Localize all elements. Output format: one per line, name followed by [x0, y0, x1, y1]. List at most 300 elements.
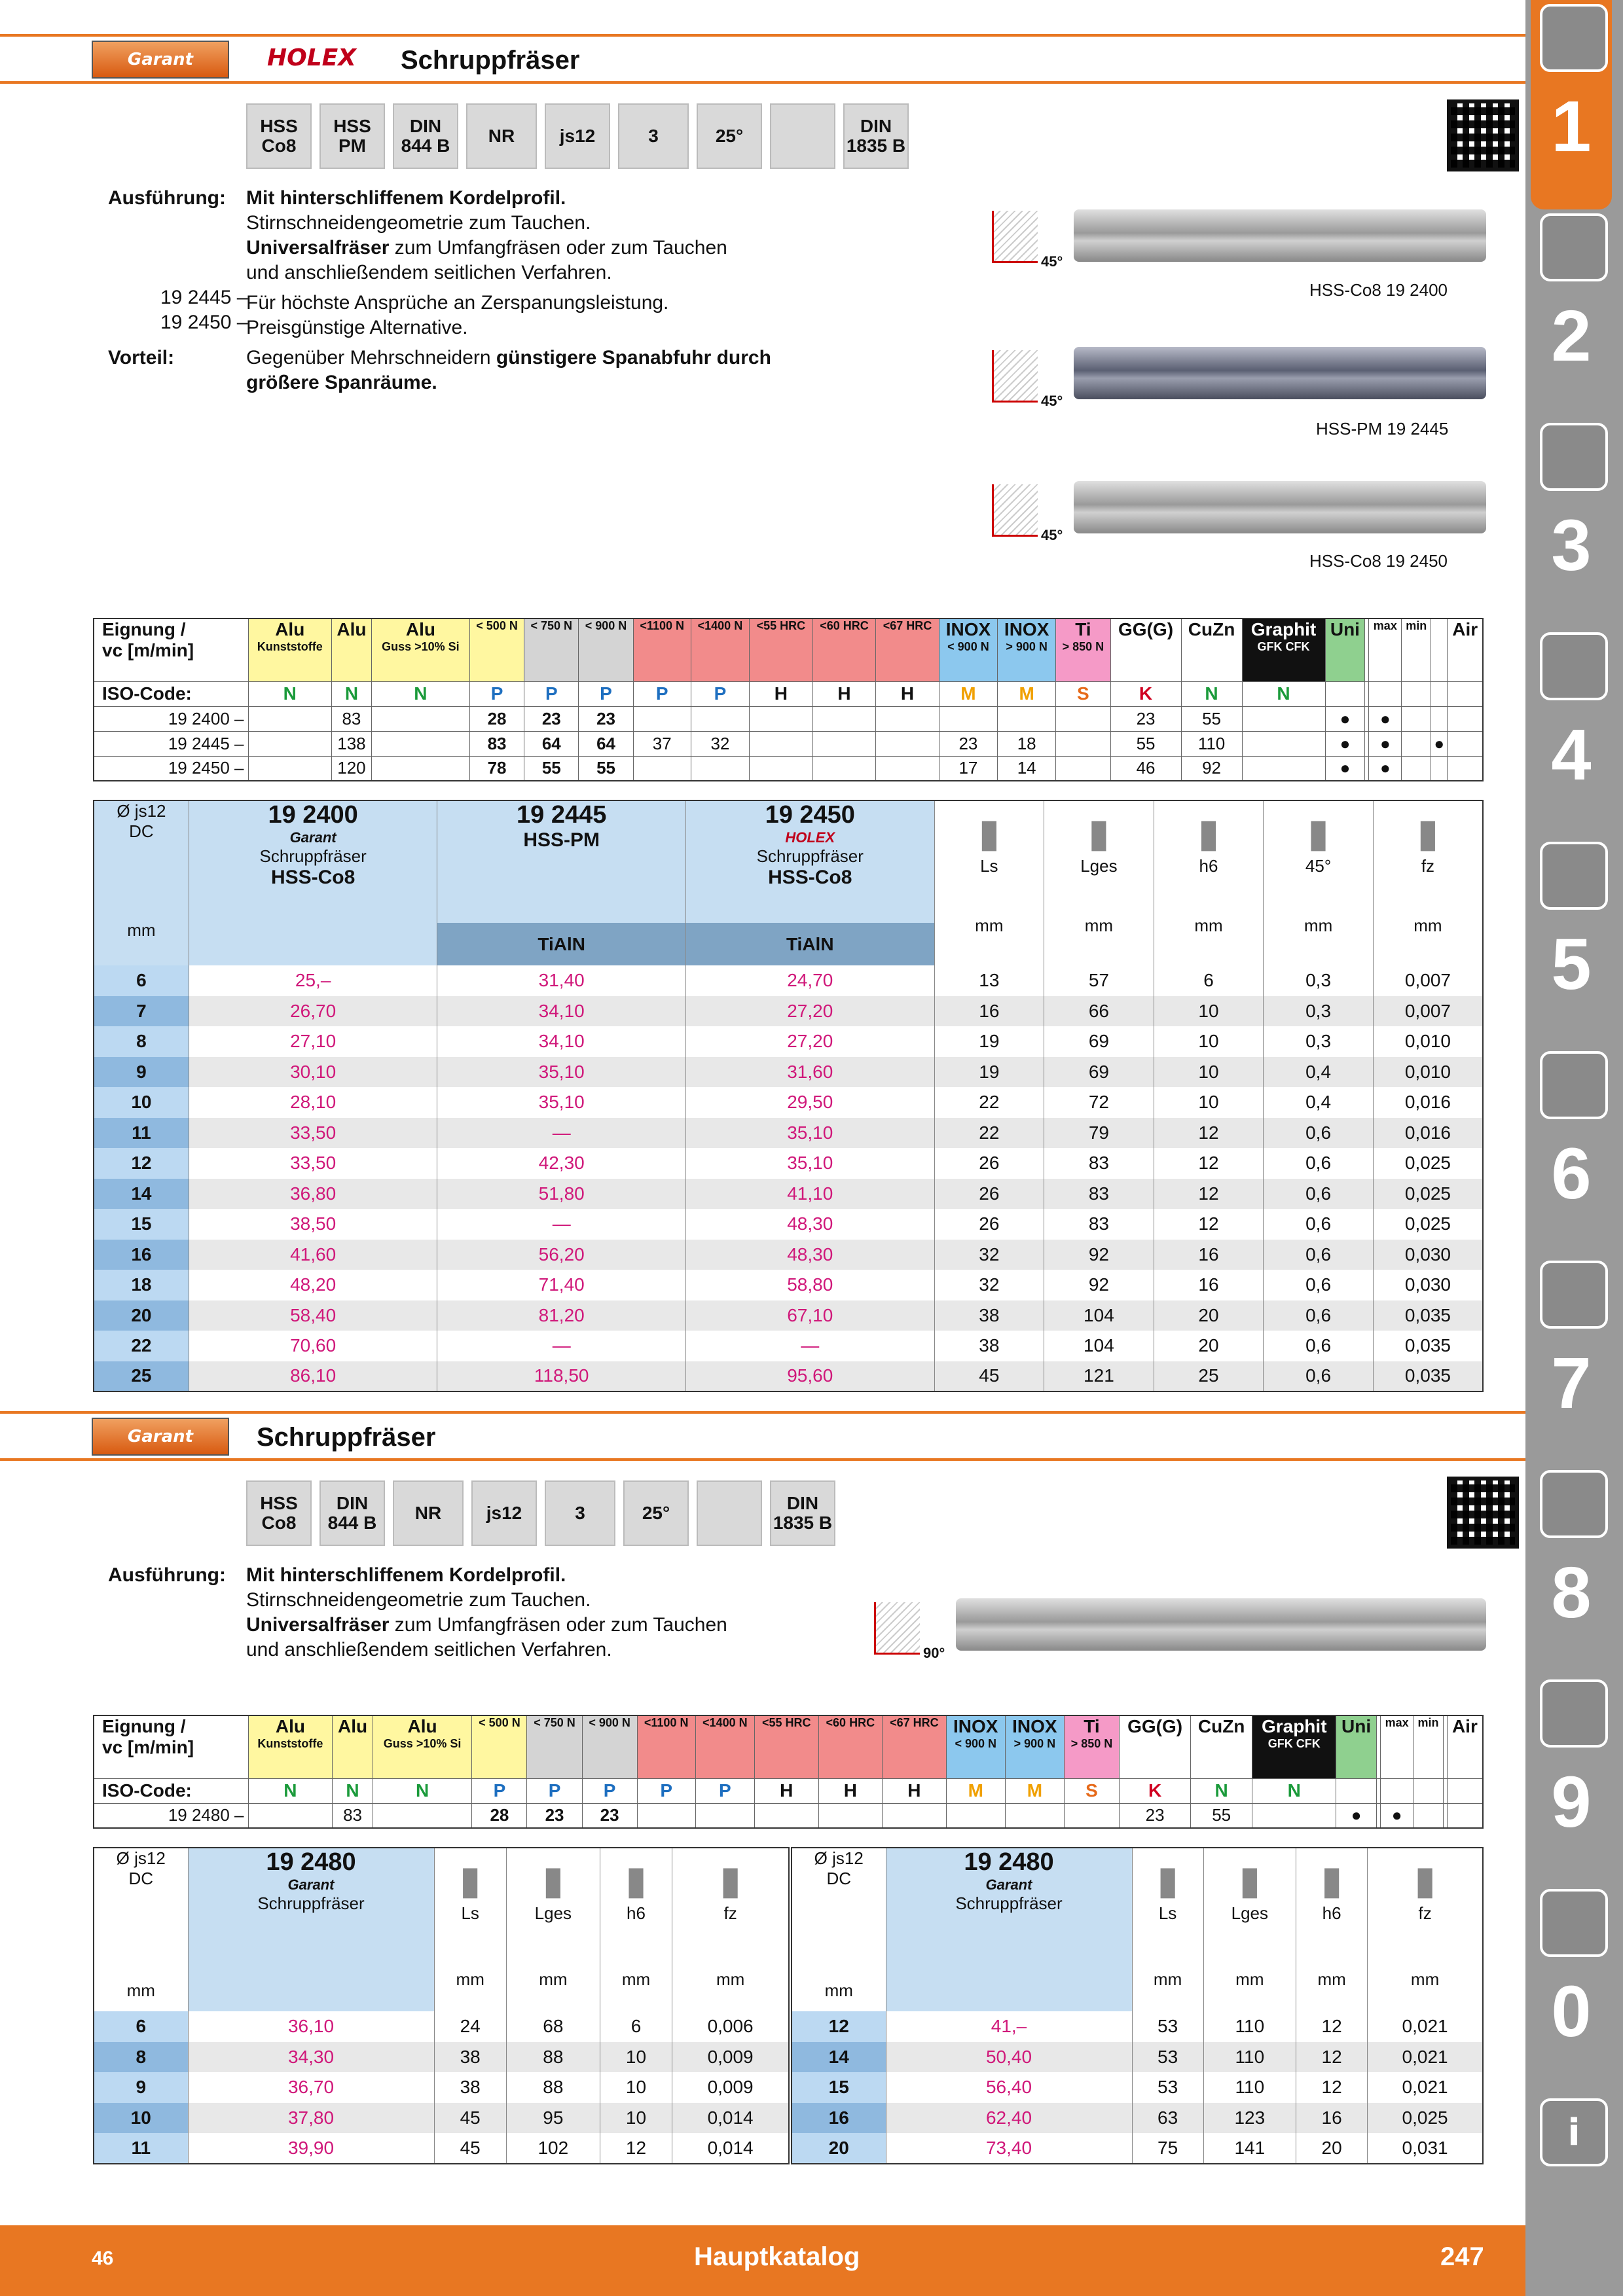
spec-cell: 0,6	[1264, 1300, 1374, 1331]
cutting-speed	[248, 706, 332, 731]
spec-cell: 95	[506, 2103, 600, 2134]
material-header: <1400 N	[691, 619, 749, 681]
iso-code	[1336, 1778, 1376, 1803]
cutting-speed	[1064, 1803, 1119, 1828]
chapter-icon	[1540, 1261, 1608, 1329]
spec-cell: 16	[1296, 2103, 1368, 2134]
iso-code: M	[946, 1778, 1005, 1803]
cutting-speed	[371, 756, 469, 781]
coating-cell	[189, 923, 437, 965]
material-header: <55 HRC	[750, 619, 813, 681]
tool-dimension-icon: ▮	[542, 1858, 564, 1902]
spec-column-header: ▮ 45° mm	[1264, 800, 1374, 965]
iso-code: N	[248, 1778, 333, 1803]
suitability-table-2	[93, 1715, 1484, 1829]
spec-cell: 0,025	[1373, 1148, 1483, 1179]
material-header: min	[1402, 619, 1431, 681]
tool-caption: HSS-PM 19 2445	[1316, 419, 1449, 439]
cutting-speed	[373, 1803, 472, 1828]
tool-image-19-2450	[1074, 481, 1486, 533]
diameter-cell: 8	[94, 2042, 188, 2073]
spec-cell: 0,010	[1373, 1057, 1483, 1088]
spec-cell: 19	[934, 1026, 1044, 1057]
price-cell: 48,30	[685, 1209, 934, 1240]
ausfuehrung-label: Ausführung:	[108, 1564, 226, 1586]
cutting-speed	[998, 706, 1056, 731]
material-header: CuZn	[1181, 619, 1242, 681]
spec-cell: 10	[1154, 1087, 1264, 1118]
material-header: Alu Kunststoffe	[248, 619, 332, 681]
iso-code	[1413, 1778, 1443, 1803]
cutting-speed: 37	[633, 731, 691, 756]
tool-dimension-icon: ▮	[1239, 1858, 1261, 1902]
spec-cell: 0,3	[1264, 965, 1374, 996]
price-cell: 36,80	[189, 1179, 437, 1210]
spec-column-header: ▮ h6 mm	[1296, 1848, 1368, 2011]
ausfuehrung-label: Ausführung:	[108, 187, 226, 209]
spec-cell: 123	[1203, 2103, 1296, 2134]
material-header: Alu Guss >10% Si	[373, 1715, 472, 1778]
iso-code: P	[582, 1778, 637, 1803]
price-cell: 50,40	[886, 2042, 1132, 2073]
material-header: Alu Guss >10% Si	[371, 619, 469, 681]
price-cell: —	[437, 1118, 686, 1149]
cutting-speed	[633, 706, 691, 731]
cutting-speed: ●	[1369, 731, 1402, 756]
symbol-box: NR	[393, 1480, 464, 1546]
spec-column-header: ▮ Lges mm	[506, 1848, 600, 2011]
spec-cell: 22	[934, 1087, 1044, 1118]
table-row	[792, 2011, 1483, 2042]
material-header: Ti > 850 N	[1064, 1715, 1119, 1778]
holex-logo: HOLEX	[267, 45, 357, 71]
cutting-speed: 78	[469, 756, 524, 781]
price-cell: 70,60	[189, 1331, 437, 1361]
cutting-speed: 55	[1191, 1803, 1252, 1828]
spec-cell: 10	[1154, 1026, 1264, 1057]
material-header: Air	[1447, 1715, 1483, 1778]
spec-cell: 88	[506, 2072, 600, 2103]
spec-cell: 12	[1296, 2072, 1368, 2103]
spec-cell: 24	[434, 2011, 506, 2042]
material-header: <67 HRC	[876, 619, 939, 681]
price-cell: 33,50	[189, 1118, 437, 1149]
diameter-cell: 16	[792, 2103, 886, 2134]
chapter-icon	[1540, 423, 1608, 491]
chapter-tab-8[interactable]	[1531, 1466, 1612, 1676]
iso-code: M	[998, 681, 1056, 706]
price-cell: 35,10	[685, 1148, 934, 1179]
chapter-tab-2[interactable]	[1531, 209, 1612, 419]
spec-cell: 0,6	[1264, 1240, 1374, 1270]
cutting-speed	[1242, 706, 1325, 731]
spec-cell: 110	[1203, 2011, 1296, 2042]
iso-code: N	[371, 681, 469, 706]
tool-dimension-icon: ▮	[1157, 1858, 1179, 1902]
table-row	[94, 996, 1483, 1027]
article-code: 19 2450 –	[94, 756, 248, 781]
spec-cell: 16	[1154, 1270, 1264, 1300]
cutting-speed	[812, 731, 876, 756]
diameter-cell: 10	[94, 2103, 188, 2134]
tool-dimension-icon: ▮	[1087, 811, 1110, 855]
material-header: < 900 N	[579, 619, 633, 681]
iso-code	[1448, 681, 1483, 706]
cutting-speed	[691, 756, 749, 781]
table-row	[94, 2103, 789, 2134]
angle-45-icon: 45°	[992, 484, 1038, 537]
spec-cell: 141	[1203, 2133, 1296, 2164]
price-cell: 95,60	[685, 1361, 934, 1392]
spec-cell: 0,007	[1373, 965, 1483, 996]
material-header: INOX < 900 N	[939, 619, 997, 681]
cutting-speed: 14	[998, 756, 1056, 781]
price-cell: 35,10	[437, 1057, 686, 1088]
article-header: 19 2480 Garant Schruppfräser	[886, 1848, 1132, 2011]
symbol-box	[697, 1480, 762, 1546]
coating-cell: TiAlN	[685, 923, 934, 965]
suitability-row	[94, 1803, 1483, 1828]
spec-cell: 19	[934, 1057, 1044, 1088]
price-cell: 67,10	[685, 1300, 934, 1331]
price-cell: 34,10	[437, 996, 686, 1027]
price-cell: 34,30	[188, 2042, 434, 2073]
cutting-speed	[818, 1803, 883, 1828]
iso-code: N	[1252, 1778, 1336, 1803]
suitability-row	[94, 756, 1483, 781]
cutting-speed: 23	[582, 1803, 637, 1828]
qr-code-icon[interactable]	[1447, 1477, 1519, 1549]
tool-dimension-icon: ▮	[1307, 811, 1330, 855]
spec-cell: 0,006	[672, 2011, 789, 2042]
spec-cell: 68	[506, 2011, 600, 2042]
material-header: INOX < 900 N	[946, 1715, 1005, 1778]
cutting-speed: 46	[1110, 756, 1181, 781]
cutting-speed	[876, 731, 939, 756]
spec-cell: 0,025	[1373, 1179, 1483, 1210]
spec-cell: 0,6	[1264, 1331, 1374, 1361]
diameter-cell: 25	[94, 1361, 189, 1392]
cutting-speed	[695, 1803, 754, 1828]
spec-cell: 83	[1044, 1179, 1154, 1210]
cutting-speed: ●	[1380, 1803, 1413, 1828]
cutting-speed	[1413, 1803, 1443, 1828]
price-cell: 56,20	[437, 1240, 686, 1270]
spec-cell: 0,014	[672, 2133, 789, 2164]
table-row	[792, 2072, 1483, 2103]
diameter-cell: 7	[94, 996, 189, 1027]
iso-code: P	[691, 681, 749, 706]
material-header: max	[1369, 619, 1402, 681]
spec-column-header: ▮ h6 mm	[600, 1848, 672, 2011]
spec-cell: 10	[600, 2072, 672, 2103]
tool-dimension-icon: ▮	[720, 1858, 742, 1902]
cutting-speed	[750, 756, 813, 781]
material-header: Uni	[1336, 1715, 1376, 1778]
coating-cell: TiAlN	[437, 923, 686, 965]
price-cell: 118,50	[437, 1361, 686, 1392]
price-cell: 24,70	[685, 965, 934, 996]
cutting-speed: 83	[469, 731, 524, 756]
symbol-box: HSS Co8	[246, 103, 312, 169]
table-row	[94, 1361, 1483, 1392]
article-header: 19 2450 HOLEX Schruppfräser HSS-Co8	[685, 800, 934, 923]
spec-cell: 0,035	[1373, 1361, 1483, 1392]
chapter-icon	[1540, 1470, 1608, 1538]
section1-header	[0, 34, 1525, 84]
iso-code	[1431, 681, 1448, 706]
spec-cell: 12	[1154, 1209, 1264, 1240]
garant-logo: Garant	[92, 1418, 229, 1456]
data-table-2-right	[791, 1847, 1484, 2164]
spec-cell: 53	[1132, 2042, 1203, 2073]
diameter-cell: 18	[94, 1270, 189, 1300]
iso-code-label: ISO-Code:	[94, 1778, 248, 1803]
symbol-box: DIN 844 B	[319, 1480, 385, 1546]
price-cell: 27,20	[685, 996, 934, 1027]
diameter-cell: 6	[94, 965, 189, 996]
angle-45-icon: 45°	[992, 211, 1038, 263]
spec-cell: 20	[1296, 2133, 1368, 2164]
material-header	[1431, 619, 1448, 681]
tool-caption: HSS-Co8 19 2450	[1309, 551, 1448, 571]
iso-code: P	[633, 681, 691, 706]
cutting-speed	[1402, 706, 1431, 731]
qr-code-icon[interactable]	[1447, 99, 1519, 171]
cutting-speed	[876, 756, 939, 781]
chapter-icon	[1540, 1051, 1608, 1119]
symbol-box: NR	[466, 103, 537, 169]
material-header: <67 HRC	[883, 1715, 947, 1778]
tool-image-19-2480	[956, 1598, 1486, 1651]
tool-dimension-icon: ▮	[1197, 811, 1220, 855]
cutting-speed: 17	[939, 756, 997, 781]
diameter-header: Ø js12 DC mm	[792, 1848, 886, 2011]
spec-cell: 6	[600, 2011, 672, 2042]
price-cell: 41,–	[886, 2011, 1132, 2042]
symbol-box: DIN 1835 B	[770, 1480, 835, 1546]
suitability-row	[94, 731, 1483, 756]
price-cell: 29,50	[685, 1087, 934, 1118]
chapter-tab-7[interactable]	[1531, 1257, 1612, 1466]
cutting-speed: 55	[1110, 731, 1181, 756]
table-row	[94, 1179, 1483, 1210]
eignung-label: Eignung / vc [m/min]	[94, 1715, 248, 1778]
chapter-number: 5	[1551, 924, 1592, 1005]
angle-45-icon: 45°	[992, 350, 1038, 403]
chapter-icon: i	[1540, 2098, 1608, 2166]
table-row	[94, 1118, 1483, 1149]
spec-cell: 26	[934, 1148, 1044, 1179]
footer	[0, 2225, 1525, 2296]
section1-title: Schruppfräser	[401, 46, 580, 75]
spec-cell: 83	[1044, 1209, 1154, 1240]
chapter-tab-4[interactable]	[1531, 628, 1612, 838]
cutting-speed: 120	[332, 756, 372, 781]
description-line: Mit hinterschliffenem Kordelprofil.	[246, 187, 566, 209]
cutting-speed: 138	[332, 731, 372, 756]
table-row	[94, 2042, 789, 2073]
description-line: und anschließendem seitlichen Verfahren.	[246, 1639, 612, 1660]
cutting-speed: ●	[1431, 731, 1448, 756]
diameter-cell: 20	[792, 2133, 886, 2164]
symbol-box: DIN 844 B	[393, 103, 458, 169]
cutting-speed: ●	[1369, 756, 1402, 781]
iso-code: P	[579, 681, 633, 706]
diameter-cell: 6	[94, 2011, 188, 2042]
diameter-cell: 14	[94, 1179, 189, 1210]
chapter-tab-9[interactable]	[1531, 1676, 1612, 1885]
chapter-icon	[1540, 842, 1608, 910]
price-cell: 73,40	[886, 2133, 1132, 2164]
material-header: < 900 N	[582, 1715, 637, 1778]
iso-code: P	[469, 681, 524, 706]
chapter-number: 1	[1551, 86, 1592, 167]
cutting-speed: 64	[579, 731, 633, 756]
spec-cell: 38	[934, 1300, 1044, 1331]
iso-code: H	[883, 1778, 947, 1803]
article-code: 19 2400 –	[94, 706, 248, 731]
table-row	[94, 1148, 1483, 1179]
spec-cell: 12	[1296, 2011, 1368, 2042]
price-cell: 81,20	[437, 1300, 686, 1331]
spec-cell: 0,016	[1373, 1118, 1483, 1149]
spec-cell: 26	[934, 1209, 1044, 1240]
cutting-speed	[1448, 706, 1483, 731]
cutting-speed	[1448, 731, 1483, 756]
article-header: 19 2480 Garant Schruppfräser	[188, 1848, 434, 2011]
cutting-speed: ●	[1325, 756, 1365, 781]
material-header: <60 HRC	[812, 619, 876, 681]
symbol-box: HSS Co8	[246, 1480, 312, 1546]
spec-cell: 45	[434, 2103, 506, 2134]
chapter-tab-6[interactable]	[1531, 1047, 1612, 1257]
table-row	[792, 2133, 1483, 2164]
symbol-box: 25°	[697, 103, 762, 169]
spec-cell: 0,4	[1264, 1057, 1374, 1088]
spec-cell: 10	[1154, 1057, 1264, 1088]
table-row	[94, 1026, 1483, 1057]
chapter-number: 4	[1551, 715, 1592, 795]
material-header: Ti > 850 N	[1056, 619, 1110, 681]
spec-cell: 0,021	[1368, 2042, 1483, 2073]
price-cell: 58,40	[189, 1300, 437, 1331]
table-row	[94, 1240, 1483, 1270]
iso-code	[1325, 681, 1365, 706]
spec-cell: 104	[1044, 1300, 1154, 1331]
spec-cell: 102	[506, 2133, 600, 2164]
cutting-speed	[1448, 756, 1483, 781]
spec-column-header: ▮ Lges mm	[1203, 1848, 1296, 2011]
cutting-speed: 23	[579, 706, 633, 731]
chapter-icon	[1540, 1889, 1608, 1957]
spec-cell: 45	[934, 1361, 1044, 1392]
page-number-left: 46	[92, 2248, 114, 2269]
spec-cell: 38	[934, 1331, 1044, 1361]
cutting-speed	[876, 706, 939, 731]
iso-code	[1369, 681, 1402, 706]
diameter-cell: 11	[94, 2133, 188, 2164]
spec-cell: 79	[1044, 1118, 1154, 1149]
table-row	[94, 1270, 1483, 1300]
material-header: Alu Kunststoffe	[248, 1715, 333, 1778]
spec-column-header: ▮ fz mm	[1368, 1848, 1483, 2011]
iso-code: S	[1064, 1778, 1119, 1803]
data-table-2-left	[93, 1847, 790, 2164]
chapter-number: 8	[1551, 1552, 1592, 1633]
spec-cell: 32	[934, 1270, 1044, 1300]
material-header: Alu	[332, 619, 372, 681]
cutting-speed	[1402, 731, 1431, 756]
article-code-label: 19 2450 –	[160, 312, 248, 333]
symbol-box: 3	[545, 1480, 615, 1546]
spec-cell: 83	[1044, 1148, 1154, 1179]
chapter-tab-1[interactable]	[1531, 0, 1612, 209]
table-row	[792, 2042, 1483, 2073]
tool-dimension-icon: ▮	[1321, 1858, 1343, 1902]
price-cell: 26,70	[189, 996, 437, 1027]
iso-code: N	[333, 1778, 373, 1803]
symbol-box: js12	[545, 103, 610, 169]
tool-dimension-icon: ▮	[978, 811, 1000, 855]
article-code-label: 19 2445 –	[160, 287, 248, 308]
cutting-speed	[1005, 1803, 1064, 1828]
vorteil-label: Vorteil:	[108, 347, 175, 368]
spec-cell: 12	[1154, 1118, 1264, 1149]
spec-cell: 20	[1154, 1331, 1264, 1361]
tool-dimension-icon: ▮	[1414, 1858, 1436, 1902]
table-row	[94, 2133, 789, 2164]
chapter-number: 2	[1551, 296, 1592, 376]
spec-column-header: ▮ Ls mm	[934, 800, 1044, 965]
vorteil-text: Gegenüber Mehrschneidern günstigere Spanabfuhr durch	[246, 347, 771, 368]
spec-cell: 0,021	[1368, 2011, 1483, 2042]
cutting-speed	[1242, 756, 1325, 781]
diameter-cell: 12	[792, 2011, 886, 2042]
spec-cell: 66	[1044, 996, 1154, 1027]
spec-cell: 0,030	[1373, 1270, 1483, 1300]
cutting-speed: 28	[469, 706, 524, 731]
chapter-tab-5[interactable]	[1531, 838, 1612, 1047]
cutting-speed: 55	[524, 756, 579, 781]
cutting-speed	[1447, 1803, 1483, 1828]
cutting-speed	[1056, 756, 1110, 781]
diameter-cell: 16	[94, 1240, 189, 1270]
description-line: Mit hinterschliffenem Kordelprofil.	[246, 1564, 566, 1586]
chapter-number: 6	[1551, 1134, 1592, 1214]
description-line: und anschließendem seitlichen Verfahren.	[246, 262, 612, 283]
iso-code: K	[1110, 681, 1181, 706]
spec-cell: 32	[934, 1240, 1044, 1270]
spec-cell: 0,6	[1264, 1179, 1374, 1210]
price-cell: —	[685, 1331, 934, 1361]
spec-cell: 0,6	[1264, 1270, 1374, 1300]
cutting-speed: ●	[1325, 731, 1365, 756]
spec-cell: 26	[934, 1179, 1044, 1210]
chapter-tab-0[interactable]	[1531, 1885, 1612, 2094]
price-cell: 36,10	[188, 2011, 434, 2042]
diameter-cell: 10	[94, 1087, 189, 1118]
iso-code: M	[1005, 1778, 1064, 1803]
iso-code: N	[1191, 1778, 1252, 1803]
iso-code: M	[939, 681, 997, 706]
chapter-tab-i[interactable]	[1531, 2094, 1612, 2296]
price-cell: 35,10	[437, 1087, 686, 1118]
article-code: 19 2480 –	[94, 1803, 248, 1828]
price-cell: 58,80	[685, 1270, 934, 1300]
chapter-tab-3[interactable]	[1531, 419, 1612, 628]
iso-code: K	[1120, 1778, 1191, 1803]
